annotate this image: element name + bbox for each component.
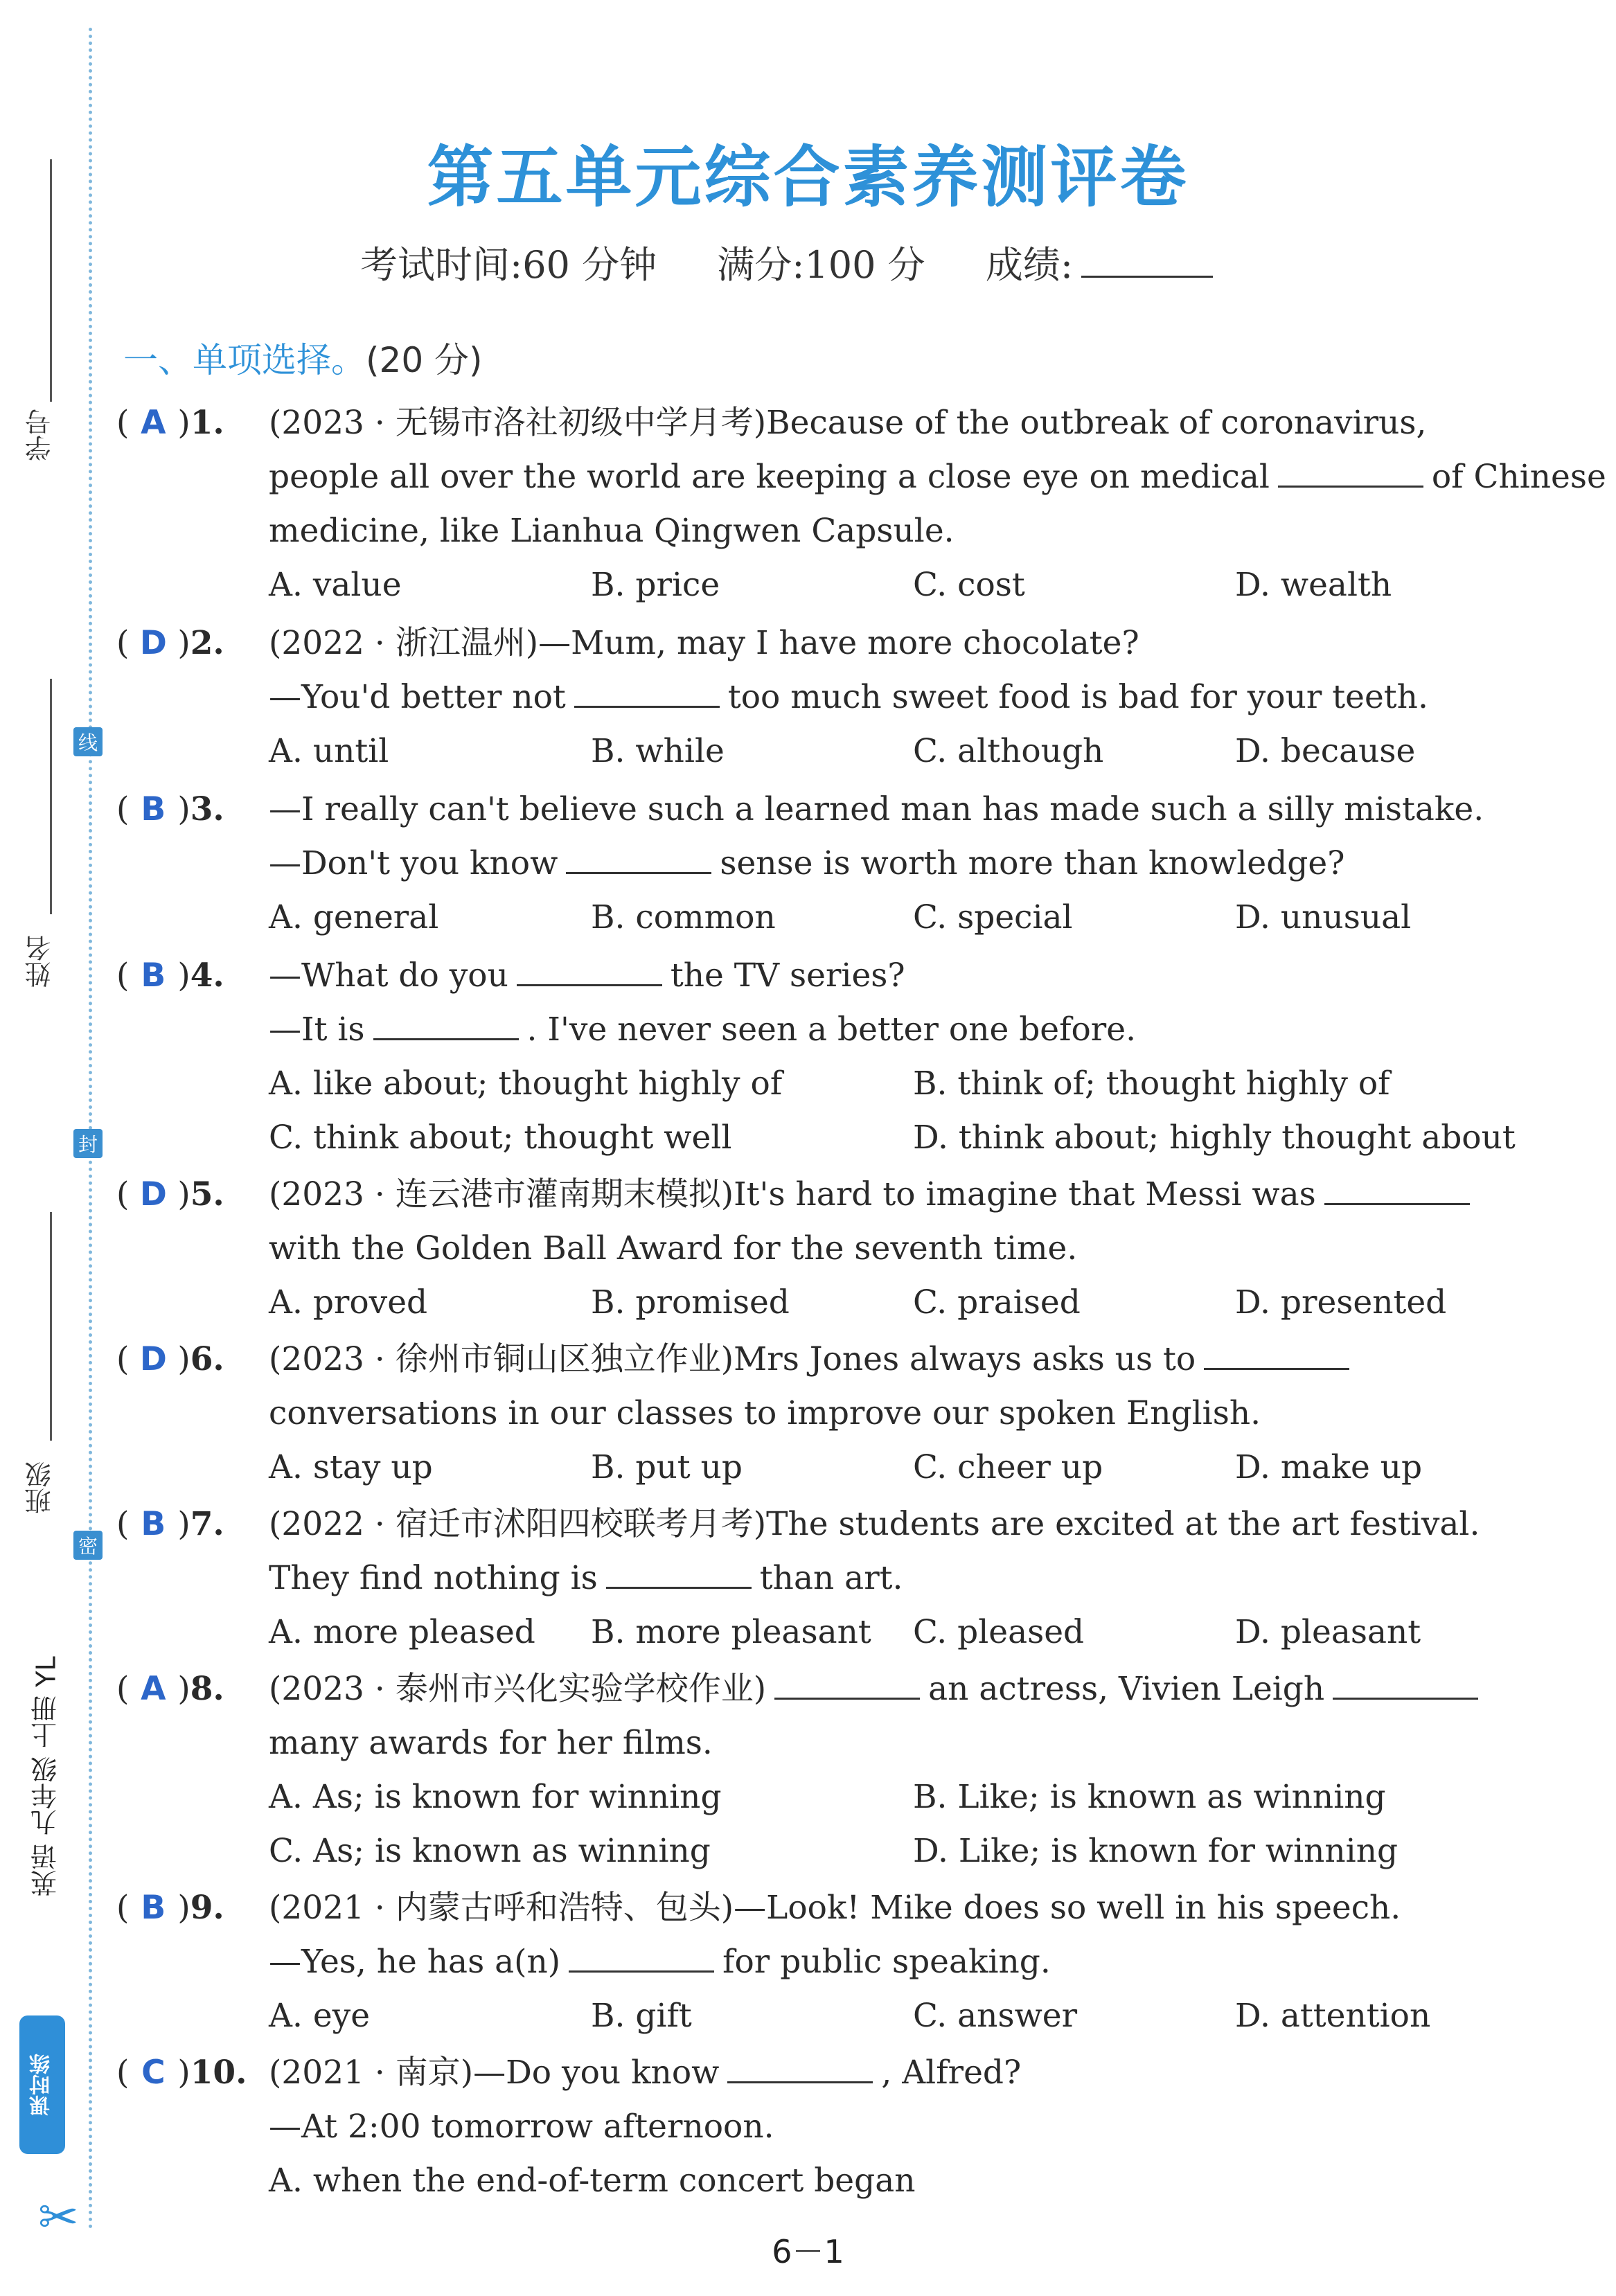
options-9: A. eye B. gift C. answer D. attention [269, 1997, 1431, 2035]
answer-blank [727, 2051, 873, 2083]
book-info [19, 1545, 68, 2154]
options-4a: A. like about; thought highly of B. think of; thought highly of [269, 1065, 1390, 1103]
options-7: A. more pleased B. more pleasant C. pleased D. pleasant [269, 1613, 1421, 1651]
binding-margin [0, 0, 118, 2296]
answer-blank [373, 1008, 519, 1040]
answer-blank [1324, 1173, 1470, 1205]
answer-blank [774, 1667, 920, 1700]
answer-blank [569, 1940, 714, 1973]
options-1: A. value B. price C. cost D. wealth [269, 566, 1392, 604]
answer-blank [1278, 455, 1423, 488]
answer-2: D [139, 624, 167, 662]
answer-blank [1204, 1337, 1349, 1370]
name-label: 姓名 [25, 935, 55, 988]
mark-secret: 密 [73, 1531, 103, 1560]
mark-line: 线 [73, 727, 103, 756]
class-label: 班级 [25, 1461, 55, 1514]
answer-9: B [141, 1889, 166, 1927]
answer-blank [1333, 1667, 1478, 1700]
scissors-icon: ✂ [38, 2189, 79, 2245]
answer-blank [566, 842, 711, 874]
answer-3: B [141, 790, 166, 828]
answer-1: A [141, 404, 166, 442]
options-4b: C. think about; thought well D. think about; highly thought about [269, 1119, 1516, 1157]
answer-10: C [141, 2054, 166, 2092]
brand-logo: 课时练 [19, 2015, 65, 2154]
answer-8: A [141, 1670, 166, 1708]
name-line [50, 679, 52, 914]
answer-blank [574, 675, 720, 708]
book-info-text: 英语 九年级 上册 YL [30, 1656, 62, 1897]
score-label: 成绩: [985, 243, 1074, 287]
exam-time: 考试时间:60 分钟 [360, 243, 657, 287]
score-blank [1081, 248, 1213, 278]
mark-seal: 封 [73, 1129, 103, 1158]
class-line [50, 1212, 52, 1441]
answer-blank [517, 954, 662, 986]
answer-blank [606, 1556, 752, 1589]
exam-info [360, 235, 1213, 289]
options-3: A. general B. common C. special D. unusual [269, 898, 1412, 936]
exam-full-score: 满分:100 分 [717, 243, 925, 287]
section-heading: 一、单项选择。(20 分) [123, 340, 483, 380]
options-8b: C. As; is known as winning D. Like; is known for winning [269, 1832, 1399, 1870]
options-2: A. until B. while C. although D. because [269, 732, 1416, 770]
options-5: A. proved B. promised C. praised D. presented [269, 1283, 1447, 1321]
answer-6: D [139, 1340, 167, 1378]
answer-4: B [141, 956, 166, 995]
page-number: 6－1 [772, 2233, 844, 2270]
options-8a: A. As; is known for winning B. Like; is known as winning [269, 1778, 1386, 1816]
page-title: 第五单元综合素养测评卷 [427, 139, 1189, 216]
answer-5: D [139, 1175, 167, 1213]
student-id-label: 学号 [25, 409, 55, 461]
options-6: A. stay up B. put up C. cheer up D. make up [269, 1448, 1423, 1486]
answer-7: B [141, 1505, 166, 1543]
